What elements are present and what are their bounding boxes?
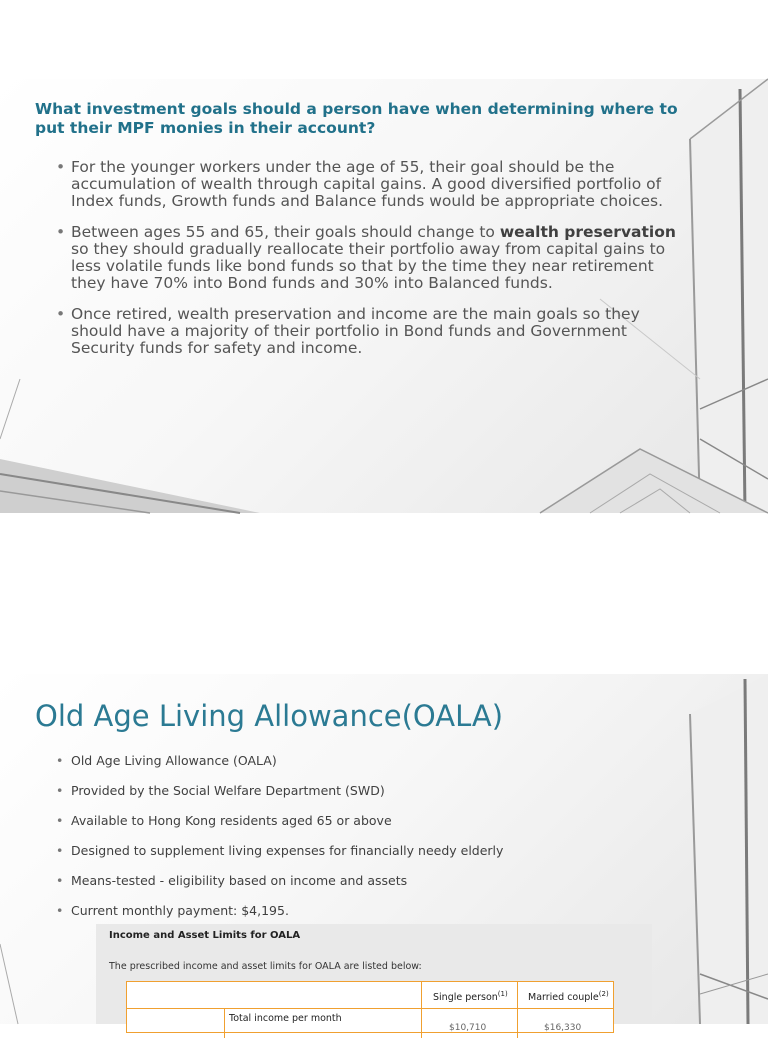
- column-divider: [517, 982, 518, 1038]
- bullet-text: Available to Hong Kong residents aged 65 or above: [71, 813, 392, 828]
- limits-grid: [126, 981, 614, 1033]
- bullet-marker: •: [56, 873, 64, 888]
- list-item: [56, 224, 676, 292]
- list-item: [56, 306, 676, 357]
- bullet-text: For the younger workers under the age of 55, their goal should be the accumulation of wealth through capital gains. A good diversified portfolio of Index funds, Growth funds and Balance funds would be appropriate choices.: [71, 158, 664, 210]
- bullet-marker: •: [56, 158, 66, 176]
- oala-facts-list: [56, 752, 616, 932]
- bullet-marker: •: [56, 305, 66, 323]
- table-subtitle: The prescribed income and asset limits for OALA are listed below:: [109, 961, 422, 972]
- bullet-text: Provided by the Social Welfare Department (SWD): [71, 783, 385, 798]
- bullet-text: Current monthly payment: $4,195.: [71, 903, 289, 918]
- list-item: [56, 812, 616, 842]
- footnote-marker: (2): [598, 990, 609, 998]
- bullet-marker: •: [56, 843, 64, 858]
- column-divider: [421, 982, 422, 1038]
- bullet-marker: •: [56, 813, 64, 828]
- bullet-text: Means-tested - eligibility based on income and assets: [71, 873, 408, 888]
- slide-mpf-investment-goals: [0, 79, 768, 513]
- investment-goals-list: [56, 159, 676, 371]
- question-heading: What investment goals should a person have when determining where to put their MPF monies in their account?: [35, 100, 678, 137]
- list-item: [56, 752, 616, 782]
- bullet-emphasis: wealth preservation: [499, 223, 676, 241]
- list-item: [56, 842, 616, 872]
- row-label-income: Total income per month: [229, 1013, 342, 1024]
- cell-income-married: $16,330: [544, 1023, 582, 1033]
- table-heading: Income and Asset Limits for OALA: [109, 930, 301, 941]
- bullet-text-after: so they should gradually reallocate their portfolio away from capital gains to less volatile funds like bond funds so that by the time they near retirement they have 70% into Bond funds and 30% into Balanced funds.: [71, 240, 666, 292]
- page-title: Old Age Living Allowance(OALA): [35, 699, 504, 733]
- bullet-text-before: Between ages 55 and 65, their goals should change to: [71, 223, 500, 241]
- list-item: [56, 782, 616, 812]
- cell-income-single: $10,710: [449, 1023, 487, 1033]
- bullet-text: Once retired, wealth preservation and income are the main goals so they should have a majority of their portfolio in Bond funds and Government Security funds for safety and income.: [71, 305, 640, 357]
- slide-oala: [0, 674, 768, 1033]
- bullet-text: Designed to supplement living expenses for financially needy elderly: [71, 843, 504, 858]
- bullet-marker: •: [56, 753, 64, 768]
- bullet-marker: •: [56, 783, 64, 798]
- column-header-label: Married couple: [528, 992, 599, 1004]
- row-divider: [127, 1008, 613, 1009]
- bullet-text: Old Age Living Allowance (OALA): [71, 753, 277, 768]
- column-header-married: [528, 990, 609, 1003]
- column-header-label: Single person: [433, 992, 498, 1004]
- footnote-marker: (1): [497, 990, 508, 998]
- list-item: [56, 872, 616, 902]
- column-header-single: [433, 990, 508, 1003]
- column-divider: [224, 1008, 225, 1038]
- income-asset-limits-table: [96, 924, 652, 1033]
- list-item: [56, 159, 676, 210]
- bullet-marker: •: [56, 223, 66, 241]
- bullet-marker: •: [56, 903, 64, 918]
